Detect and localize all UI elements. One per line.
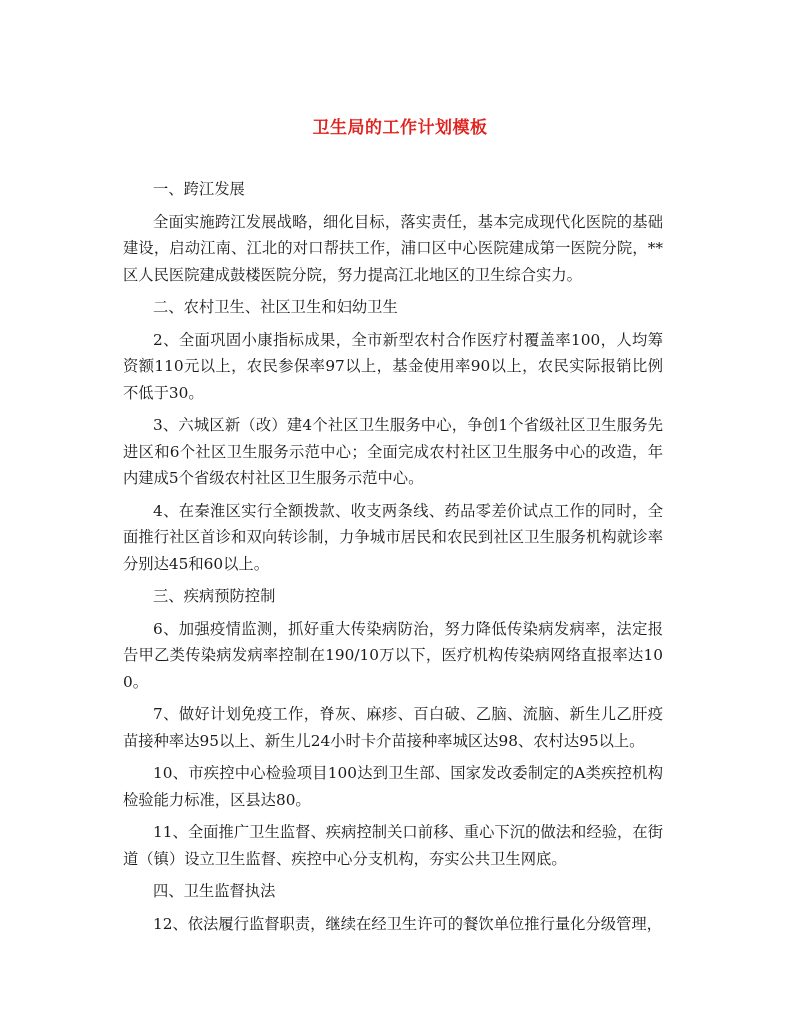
paragraph: 2、全面巩固小康指标成果，全市新型农村合作医疗村覆盖率100，人均筹资额110元以上，农民参保率97以上，基金使用率90以上，农民实际报销比例不低于30。 xyxy=(123,330,663,402)
document-body xyxy=(123,176,663,943)
paragraph: 10、市疾控中心检验项目100达到卫生部、国家发改委制定的A类疾控机构检验能力标准，区县达80。 xyxy=(123,764,663,809)
section-heading: 一、跨江发展 xyxy=(153,180,245,198)
paragraph: 全面实施跨江发展战略，细化目标，落实责任，基本完成现代化医院的基础建设，启动江南、江北的对口帮扶工作，浦口区中心医院建成第一医院分院，**区人民医院建成鼓楼医院分院，努力提高江北地区的卫生综合实力。 xyxy=(123,212,663,284)
paragraph: 11、全面推广卫生监督、疾病控制关口前移、重心下沉的做法和经验，在街道（镇）设立卫生监督、疾控中心分支机构，夯实公共卫生网底。 xyxy=(123,823,663,868)
paragraph: 7、做好计划免疫工作，脊灰、麻疹、百白破、乙脑、流脑、新生儿乙肝疫苗接种率达95以上、新生儿24小时卡介苗接种率城区达98、农村达95以上。 xyxy=(123,705,663,750)
paragraph: 3、六城区新（改）建4个社区卫生服务中心，争创1个省级社区卫生服务先进区和6个社区卫生服务示范中心；全面完成农村社区卫生服务中心的改造，年内建成5个省级农村社区卫生服务示范中心。 xyxy=(123,416,663,487)
section-heading: 二、农村卫生、社区卫生和妇幼卫生 xyxy=(153,298,398,316)
section-heading: 三、疾病预防控制 xyxy=(153,587,276,605)
paragraph: 12、依法履行监督职责，继续在经卫生许可的餐饮单位推行量化分级管理， xyxy=(153,914,662,933)
paragraph: 4、在秦淮区实行全额拨款、收支两条线、药品零差价试点工作的同时，全面推行社区首诊和双向转诊制，力争城市居民和农民到社区卫生服务机构就诊率分别达45和60以上。 xyxy=(123,501,663,573)
document-title: 卫生局的工作计划模板 xyxy=(312,118,488,138)
section-heading: 四、卫生监督执法 xyxy=(153,882,276,900)
paragraph: 6、加强疫情监测，抓好重大传染病防治，努力降低传染病发病率，法定报告甲乙类传染病发病率控制在190/10万以下，医疗机构传染病网络直报率达100。 xyxy=(123,619,663,691)
